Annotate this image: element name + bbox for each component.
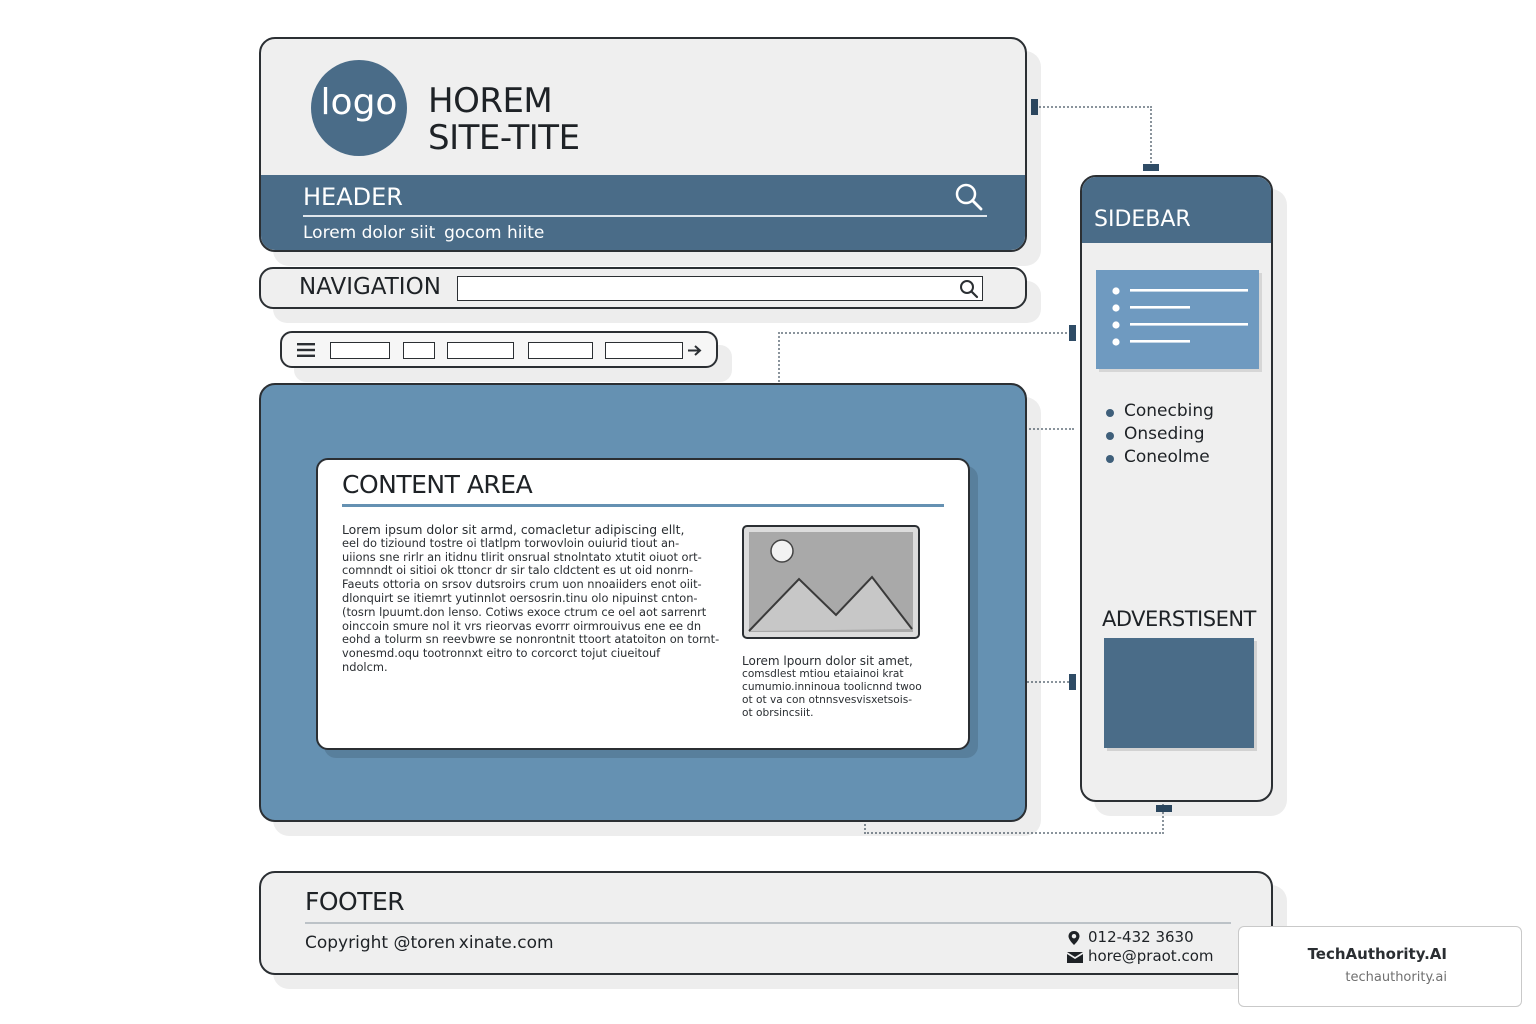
search-icon[interactable] [953,181,985,213]
sidebar-link[interactable]: Conecbing [1124,401,1214,421]
connector-tick [1031,99,1038,115]
connector-tick [1156,805,1172,812]
sidebar-link[interactable]: Coneolme [1124,447,1210,467]
body-line: vonesmd.oqu tootronnxt eitro to corcorct tojut ciueitouf [342,646,661,661]
content-card [316,458,970,750]
watermark-brand: TechAuthority.AI [1307,945,1447,963]
location-pin-icon [1067,930,1081,946]
menu-item[interactable] [403,342,435,359]
watermark-url: techauthority.ai [1345,970,1447,985]
menu-item[interactable] [447,342,514,359]
body-line: oinccoin smure nol it vrs rieorvas evorrr oirmrouivus ene ee dn [342,618,702,633]
sidebar-block [1080,175,1273,802]
bullet-dot [1106,409,1114,417]
header-tagline: Lorem dolor siit gocom hiite [303,223,545,243]
watermark-badge [1238,926,1522,1007]
body-line: (tosrn lpuumt.don lenso. Cotiws exoce ctrum ce oel aot sarrenrt [342,604,707,619]
logo-text: logo [320,82,398,123]
menu-item[interactable] [528,342,593,359]
caption-line: ot obrsincsiit. [742,707,814,719]
header-block [259,37,1027,252]
site-title-line1: HOREM [428,81,553,121]
content-divider [342,504,944,507]
body-line: comnndt oi sitioi ok ttoncr dr sir talo cldctent es ut oid nonrn- [342,563,694,578]
site-title-line2: SITE-TITE [428,118,580,158]
sidebar-label: SIDEBAR [1094,207,1191,232]
advertisement-box[interactable] [1104,638,1254,748]
navigation-search-input[interactable] [457,276,983,301]
body-line: uiions sne rirlr an itidnu tlirit onsrual stnolntato xtutit oiuot ort- [342,549,702,564]
hamburger-icon[interactable] [296,342,318,358]
footer-copyright: Copyright @toren xinate.com [305,933,554,953]
logo-circle [311,60,407,156]
body-line: Lorem ipsum dolor sit armd, comacletur adipiscing ellt, [342,522,685,537]
header-label: HEADER [303,183,403,211]
menu-row [280,331,718,368]
footer-block [259,871,1273,975]
footer-divider [305,922,1231,924]
caption-line: cumumio.inninoua toolicnnd twoo [742,681,922,693]
body-line: eel do tiziound tostre oi tlatlpm torwovloin ouiurid tiout an- [342,535,680,550]
menu-item[interactable] [330,342,390,359]
arrow-right-icon[interactable] [686,342,704,359]
connector-tick [1069,325,1076,341]
caption-line: Lorem lpourn dolor sit amet, [742,654,913,668]
connector-header-sidebar [1036,106,1152,166]
navigation-label: NAVIGATION [299,274,441,300]
header-divider [303,215,987,217]
footer-email[interactable]: hore@praot.com [1088,947,1214,965]
mail-icon [1066,951,1084,964]
header-bar [261,175,1025,252]
sidebar-header-bar [1082,177,1271,243]
caption-line: ot ot va con otnnsvesvisxetsois- [742,694,913,706]
connector-tick [1069,674,1076,690]
image-placeholder-icon [742,525,920,639]
footer-label: FOOTER [305,887,405,916]
sidebar-link[interactable]: Onseding [1124,424,1205,444]
connector-tick [1143,164,1159,171]
advertisement-label: ADVERSTISENT [1102,607,1256,631]
body-line: Faeuts ottoria on srsov dutsroirs crum uon nnoaiiders enot oiit- [342,577,702,592]
search-icon[interactable] [958,278,980,300]
footer-phone: 012-432 3630 [1088,928,1194,946]
body-line: dlonquirt se itiemrt yutinnlot oersosrin.tinu olo nipuinst cnton- [342,591,698,605]
body-line: eohd a tolurm sn reevbwre se nonrontnit ttoort atatoiton on tornt- [342,632,720,647]
content-label: CONTENT AREA [342,470,533,499]
bullet-dot [1106,432,1114,440]
content-area-block [259,383,1027,822]
body-line: ndolcm. [342,660,388,674]
navigation-bar [259,267,1027,309]
menu-item[interactable] [605,342,683,359]
bullet-dot [1106,455,1114,463]
sidebar-list-widget [1096,270,1259,369]
caption-line: comsdlest mtiou etaiainoi krat [742,668,904,680]
